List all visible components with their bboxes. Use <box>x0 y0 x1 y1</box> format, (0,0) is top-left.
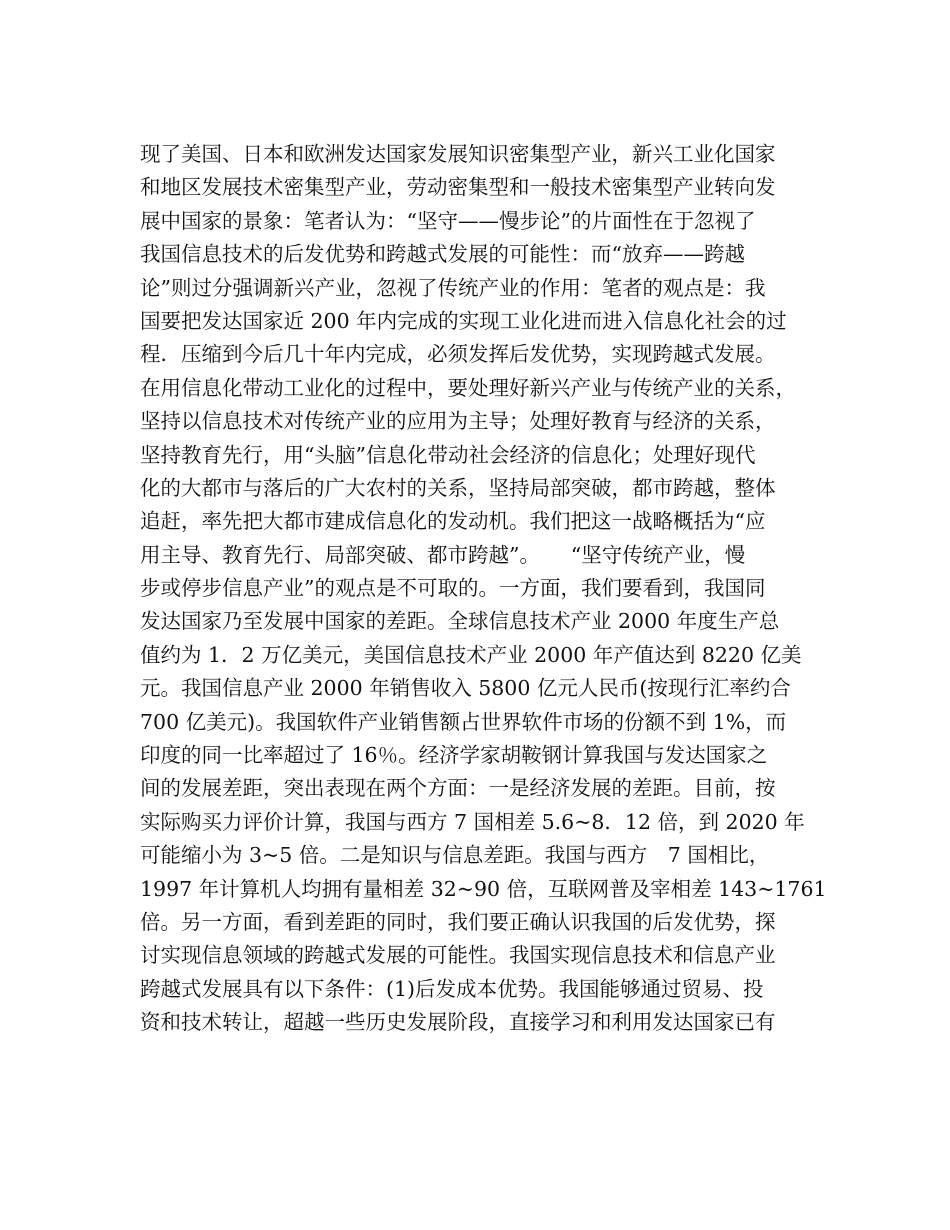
text-line: 步或停步信息产业”的观点是不可取的。一方面，我们要看到，我国同 <box>140 576 766 601</box>
text-line: 间的发展差距，突出表现在两个方面：一是经济发展的差距。目前，按 <box>140 776 776 801</box>
text-line: 和地区发展技术密集型产业，劳动密集型和一般技术密集型产业转向发 <box>140 175 776 200</box>
text-line: 资和技术转让，超越一些历史发展阶段，直接学习和利用发达国家已有 <box>140 1010 776 1035</box>
text-line: 倍。另一方面，看到差距的同时，我们要正确认识我国的后发优势，探 <box>140 909 776 934</box>
text-line: 化的大都市与落后的广大农村的关系，坚持局部突破，都市跨越，整体 <box>140 475 776 500</box>
text-line: 印度的同一比率超过了 16％。经济学家胡鞍钢计算我国与发达国家之 <box>140 743 768 768</box>
text-line: 发达国家乃至发展中国家的差距。全球信息技术产业 2000 年度生产总 <box>140 609 780 634</box>
text-line: 现了美国、日本和欧洲发达国家发展知识密集型产业，新兴工业化国家 <box>140 142 776 166</box>
text-line: 论”则过分强调新兴产业，忽视了传统产业的作用：笔者的观点是：我 <box>140 275 766 300</box>
text-line: 700 亿美元)。我国软件产业销售额占世界软件市场的份额不到 1%，而 <box>140 709 787 734</box>
text-line: 讨实现信息领域的跨越式发展的可能性。我国实现信息技术和信息产业 <box>140 943 776 968</box>
text-line: 坚持教育先行，用“头脑”信息化带动社会经济的信息化；处理好现代 <box>140 442 756 467</box>
text-line: 程．压缩到今后几十年内完成，必须发挥后发优势，实现跨越式发展。 <box>140 342 776 367</box>
text-line: 值约为 1．2 万亿美元，美国信息技术产业 2000 年产值达到 8220 亿美 <box>140 642 802 667</box>
text-line: 元。我国信息产业 2000 年销售收入 5800 亿元人民币(按现行汇率约合 <box>140 676 791 701</box>
text-line: 可能缩小为 3~5 倍。二是知识与信息差距。我国与西方 7 国相比， <box>140 843 770 868</box>
text-line: 1997 年计算机人均拥有量相差 32~90 倍，互联网普及宰相差 143~1761 <box>140 876 827 901</box>
text-line: 跨越式发展具有以下条件：(1)后发成本优势。我国能够通过贸易、投 <box>140 976 764 1001</box>
text-line: 坚持以信息技术对传统产业的应用为主导；处理好教育与经济的关系， <box>140 409 776 434</box>
text-line: 展中国家的景象：笔者认为：“坚守——慢步论”的片面性在于忽视了 <box>140 208 756 233</box>
text-line: 我国信息技术的后发优势和跨越式发展的可能性：而“放弃——跨越 <box>140 242 745 267</box>
text-line: 实际购买力评价计算，我国与西方 7 国相差 5.6~8．12 倍，到 2020 年 <box>140 809 805 834</box>
text-line: 在用信息化带动工业化的过程中，要处理好新兴产业与传统产业的关系， <box>140 375 796 400</box>
text-line: 国要把发达国家近 200 年内完成的实现工业化进而进入信息化社会的过 <box>140 308 787 333</box>
text-line: 追赶，率先把大都市建成信息化的发动机。我们把这一战略概括为“应 <box>140 509 766 534</box>
body-text <box>140 138 830 1040</box>
text-line: 用主导、教育先行、局部突破、都市跨越”。 “坚守传统产业，慢 <box>140 542 746 567</box>
